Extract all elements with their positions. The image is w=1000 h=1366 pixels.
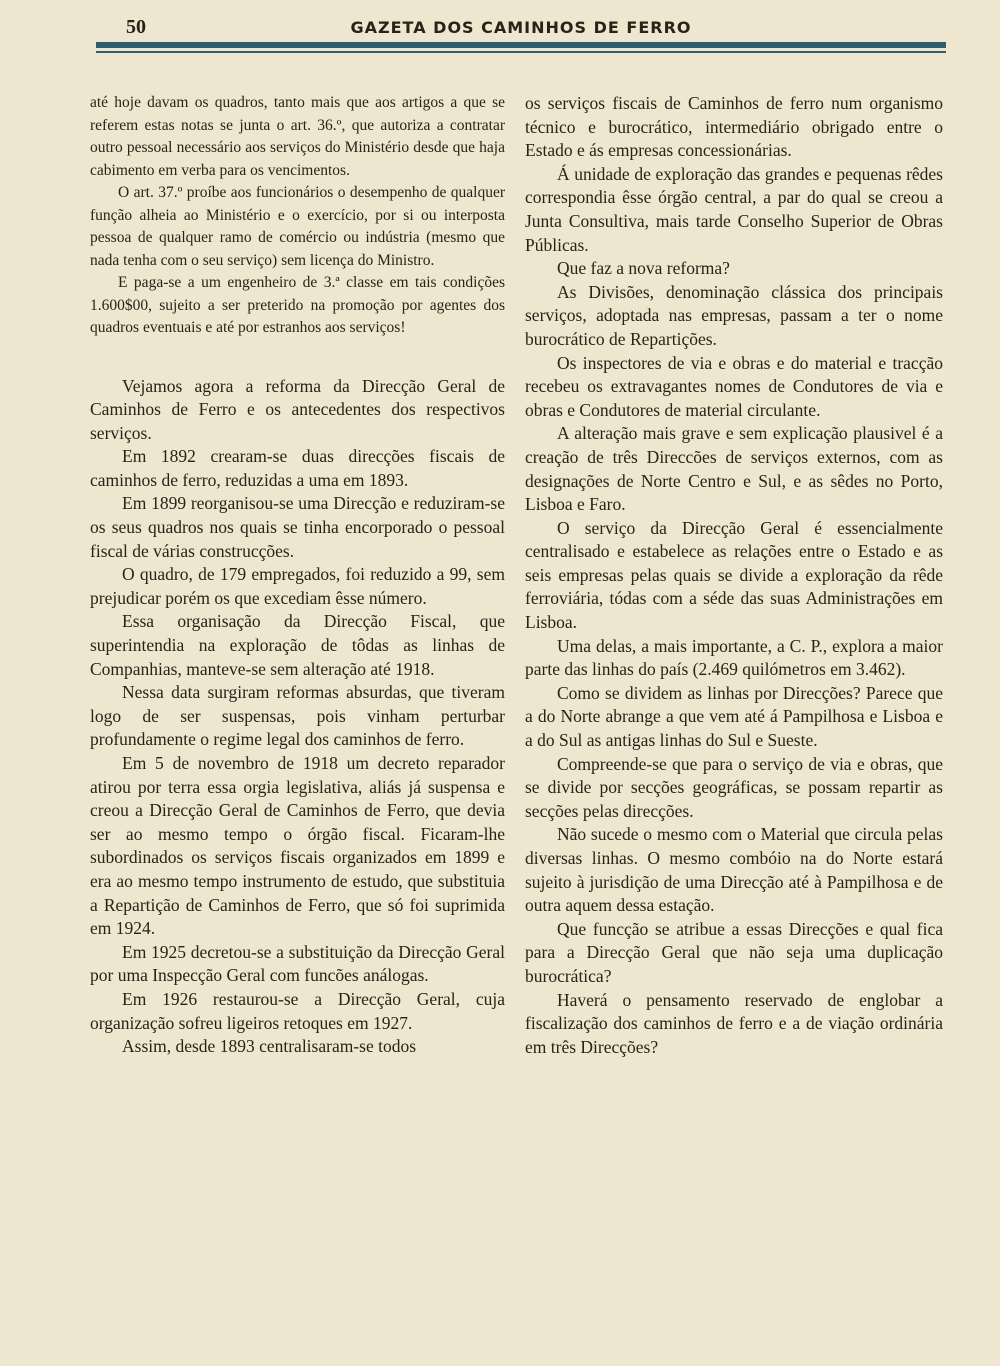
paragraph: os serviços fiscais de Caminhos de ferro num organismo técnico e burocrático, intermediário obrigado entre o Estado e ás empresas concessionárias. xyxy=(525,93,943,161)
body-block xyxy=(90,375,505,1059)
page-header xyxy=(96,14,946,54)
paragraph: E paga-se a um engenheiro de 3.ª classe em tais condições 1.600$00, sujeito a ser preterido na promoção por agentes dos quadros eventuais e até por estranhos aos serviços! xyxy=(90,274,505,336)
paragraph: Que faz a nova reforma? xyxy=(557,258,730,279)
section-gap xyxy=(90,340,505,375)
paragraph: Os inspectores de via e obras e do material e tracção recebeu os extravagantes nomes de Condutores de via e obras e Condutores de material circulante. xyxy=(525,352,943,420)
paragraph: Em 1892 crearam-se duas direcções fiscais de caminhos de ferro, reduzidas a uma em 1893. xyxy=(90,446,505,490)
paragraph: Haverá o pensamento reservado de englobar a fiscalização dos caminhos de ferro e a de viação ordinária em três Direcções? xyxy=(525,989,943,1057)
paragraph: As Divisões, denominação clássica dos principais serviços, adoptada nas empresas, passam a ter o nome burocrático de Repartições. xyxy=(525,281,943,349)
paragraph: Em 1926 restaurou-se a Direcção Geral, cuja organização sofreu ligeiros retoques em 1927. xyxy=(90,988,505,1033)
paragraph: Assim, desde 1893 centralisaram-se todos xyxy=(122,1036,417,1057)
paragraph: O quadro, de 179 empregados, foi reduzido a 99, sem prejudicar porém os que excediam êsse número. xyxy=(90,564,505,608)
paragraph: Nessa data surgiram reformas absurdas, que tiveram logo de ser suspensas, pois vinham perturbar profundamente o regime legal dos caminhos de ferro. xyxy=(90,682,505,750)
paragraph: Á unidade de exploração das grandes e pequenas rêdes correspondia êsse órgão central, a par do qual se creou a Junta Consultiva, mais tarde Conselho Superior de Obras Públicas. xyxy=(525,163,943,255)
paragraph: Em 1899 reorganisou-se uma Direcção e reduziram-se os seus quadros nos quais se tinha encorporado o pessoal fiscal de várias construcções. xyxy=(90,493,505,561)
left-column xyxy=(90,92,505,1059)
paragraph: Compreende-se que para o serviço de via e obras, que se divide por secções geográficas, se possam repartir as secções pelas direcções. xyxy=(525,753,943,821)
right-column xyxy=(525,92,943,1059)
paragraph: Como se dividem as linhas por Direcções? Parece que a do Norte abrange a que vem até á Pampilhosa e Lisboa e a do Sul as antigas linhas do Sul e Sueste. xyxy=(525,682,943,751)
paragraph: Não sucede o mesmo com o Material que circula pelas diversas linhas. O mesmo combóio na do Norte estará sujeito à jurisdição de uma Direcção até à Pampilhosa e de outra aquem dessa estação. xyxy=(525,824,943,916)
paragraph: Vejamos agora a reforma da Direcção Geral de Caminhos de Ferro e os antecedentes dos respectivos serviços. xyxy=(90,375,505,443)
paragraph: até hoje davam os quadros, tanto mais que aos artigos a que se referem estas notas se junta o art. 36.º, que autoriza a contratar outro pessoal necessário aos serviços do Ministério desde que haja cabimento em verba para os vencimentos. xyxy=(90,94,505,179)
notes-block xyxy=(90,92,505,340)
paragraph: Essa organisação da Direcção Fiscal, que superintendia na exploração de tôdas as linhas de Companhias, manteve-se sem alteração até 1918. xyxy=(90,611,505,679)
page-number: 50 xyxy=(126,16,146,38)
paragraph: Uma delas, a mais importante, a C. P., explora a maior parte das linhas do país (2.469 quilómetros em 3.462). xyxy=(525,635,943,680)
header-rule-thin xyxy=(96,51,946,53)
running-title: GAZETA DOS CAMINHOS DE FERRO xyxy=(350,18,692,37)
paragraph: O art. 37.º proíbe aos funcionários o desempenho de qualquer função alheia ao Ministério e o exercício, por si ou interposta pessoa de qualquer ramo de comércio ou indústria (mesmo que nada tenha com o seu serviço) sem licença do Ministro. xyxy=(90,184,505,269)
paragraph: A alteração mais grave e sem explicação plausivel é a creação de três Direccões de serviços externos, com as designações de Norte Centro e Sul, e as sêdes no Porto, Lisboa e Faro. xyxy=(525,423,943,515)
paragraph: Em 5 de novembro de 1918 um decreto reparador atirou por terra essa orgia legislativa, aliás já suspensa e creou a Direcção Geral de Caminhos de Ferro, que devia ser ao mesmo tempo o órgão fiscal. Ficaram-lhe subordinados os serviços fiscais organizados em 1899 e era ao mesmo tempo instrumento de estudo, que substituia a Repartição de Caminhos de Ferro, que só foi suprimida em 1924. xyxy=(90,753,505,939)
header-rule-thick xyxy=(96,42,946,48)
paragraph: O serviço da Direcção Geral é essencialmente centralisado e estabelece as relações entre o Estado e as seis empresas pelas quais se divide a exploração da rêde ferroviária, tódas com a séde das suas Administrações em Lisboa. xyxy=(525,517,943,633)
paragraph: Que funcção se atribue a essas Direcções e qual fica para a Direcção Geral que não seja uma duplicação burocrática? xyxy=(525,918,943,986)
paragraph: Em 1925 decretou-se a substituição da Direcção Geral por uma Inspecção Geral com funcões análogas. xyxy=(90,941,505,986)
